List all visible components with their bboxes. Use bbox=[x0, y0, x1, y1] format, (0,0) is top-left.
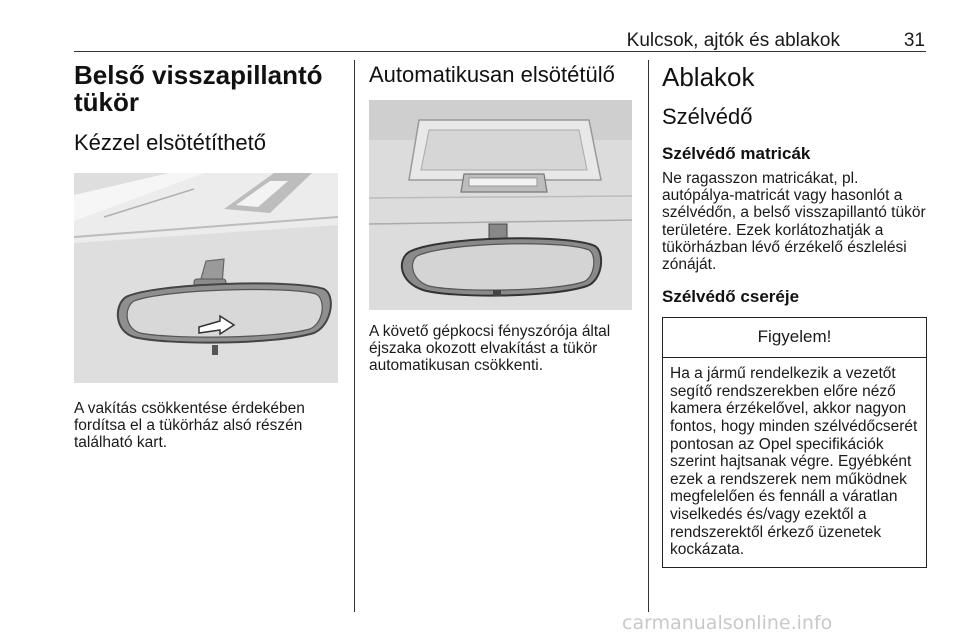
body-text: A követő gépkocsi fényszórója által éjszaka okozott elvakítást a tükör automatikusan csökkenti. bbox=[369, 323, 611, 375]
topic-heading: Szélvédő matricák bbox=[662, 144, 811, 163]
topic-heading: Szélvédő cseréje bbox=[662, 287, 800, 307]
section-heading: Belső visszapillantó tükör bbox=[74, 60, 323, 117]
section-heading: Ablakok bbox=[662, 62, 755, 92]
header-rule bbox=[74, 51, 926, 52]
column-2 bbox=[369, 62, 634, 375]
warning-box bbox=[662, 317, 927, 568]
warning-text: Ha a jármű rendelkezik a vezetőt segítő rendszerekben előre néző kamera érzékelővel, akkor nagyon fontos, hogy minden szélvédőcserét pontosan az Opel specifikációk szerint hajtsanak végre. Egyébként ezek a rendszerek nem működnek megfelelően és fennáll a váratlan viselkedés és/vagy ezektől a rendszerektől érkező üzenetek kockázata. bbox=[670, 365, 918, 559]
auto-dimming-mirror-illustration bbox=[369, 100, 632, 310]
subsection-heading: Szélvédő bbox=[662, 104, 753, 129]
subsection-heading: Kézzel elsötétíthető bbox=[74, 130, 267, 155]
section-heading: Automatikusan elsötétülő bbox=[369, 62, 615, 87]
body-text: Ne ragasszon matricákat, pl. autópálya-matricát vagy hasonlót a szélvédőn, a belső visszapillantó tükör területére. Ezek korlátozhatják a tükörházban lévő érzékelő észlelési zónáját. bbox=[662, 170, 926, 274]
column-1 bbox=[74, 62, 342, 452]
page-number: 31 bbox=[903, 30, 925, 51]
warning-title: Figyelem! bbox=[663, 318, 926, 358]
header-title: Kulcsok, ajtók és ablakok bbox=[626, 30, 840, 51]
body-text: A vakítás csökkentése érdekében fordítsa el a tükörház alsó részén található kart. bbox=[74, 400, 305, 452]
column-divider-1 bbox=[354, 60, 355, 612]
column-divider-2 bbox=[648, 60, 649, 612]
watermark: carmanualsonline.info bbox=[622, 612, 833, 634]
column-3 bbox=[662, 62, 927, 568]
manual-mirror-illustration bbox=[74, 173, 338, 383]
